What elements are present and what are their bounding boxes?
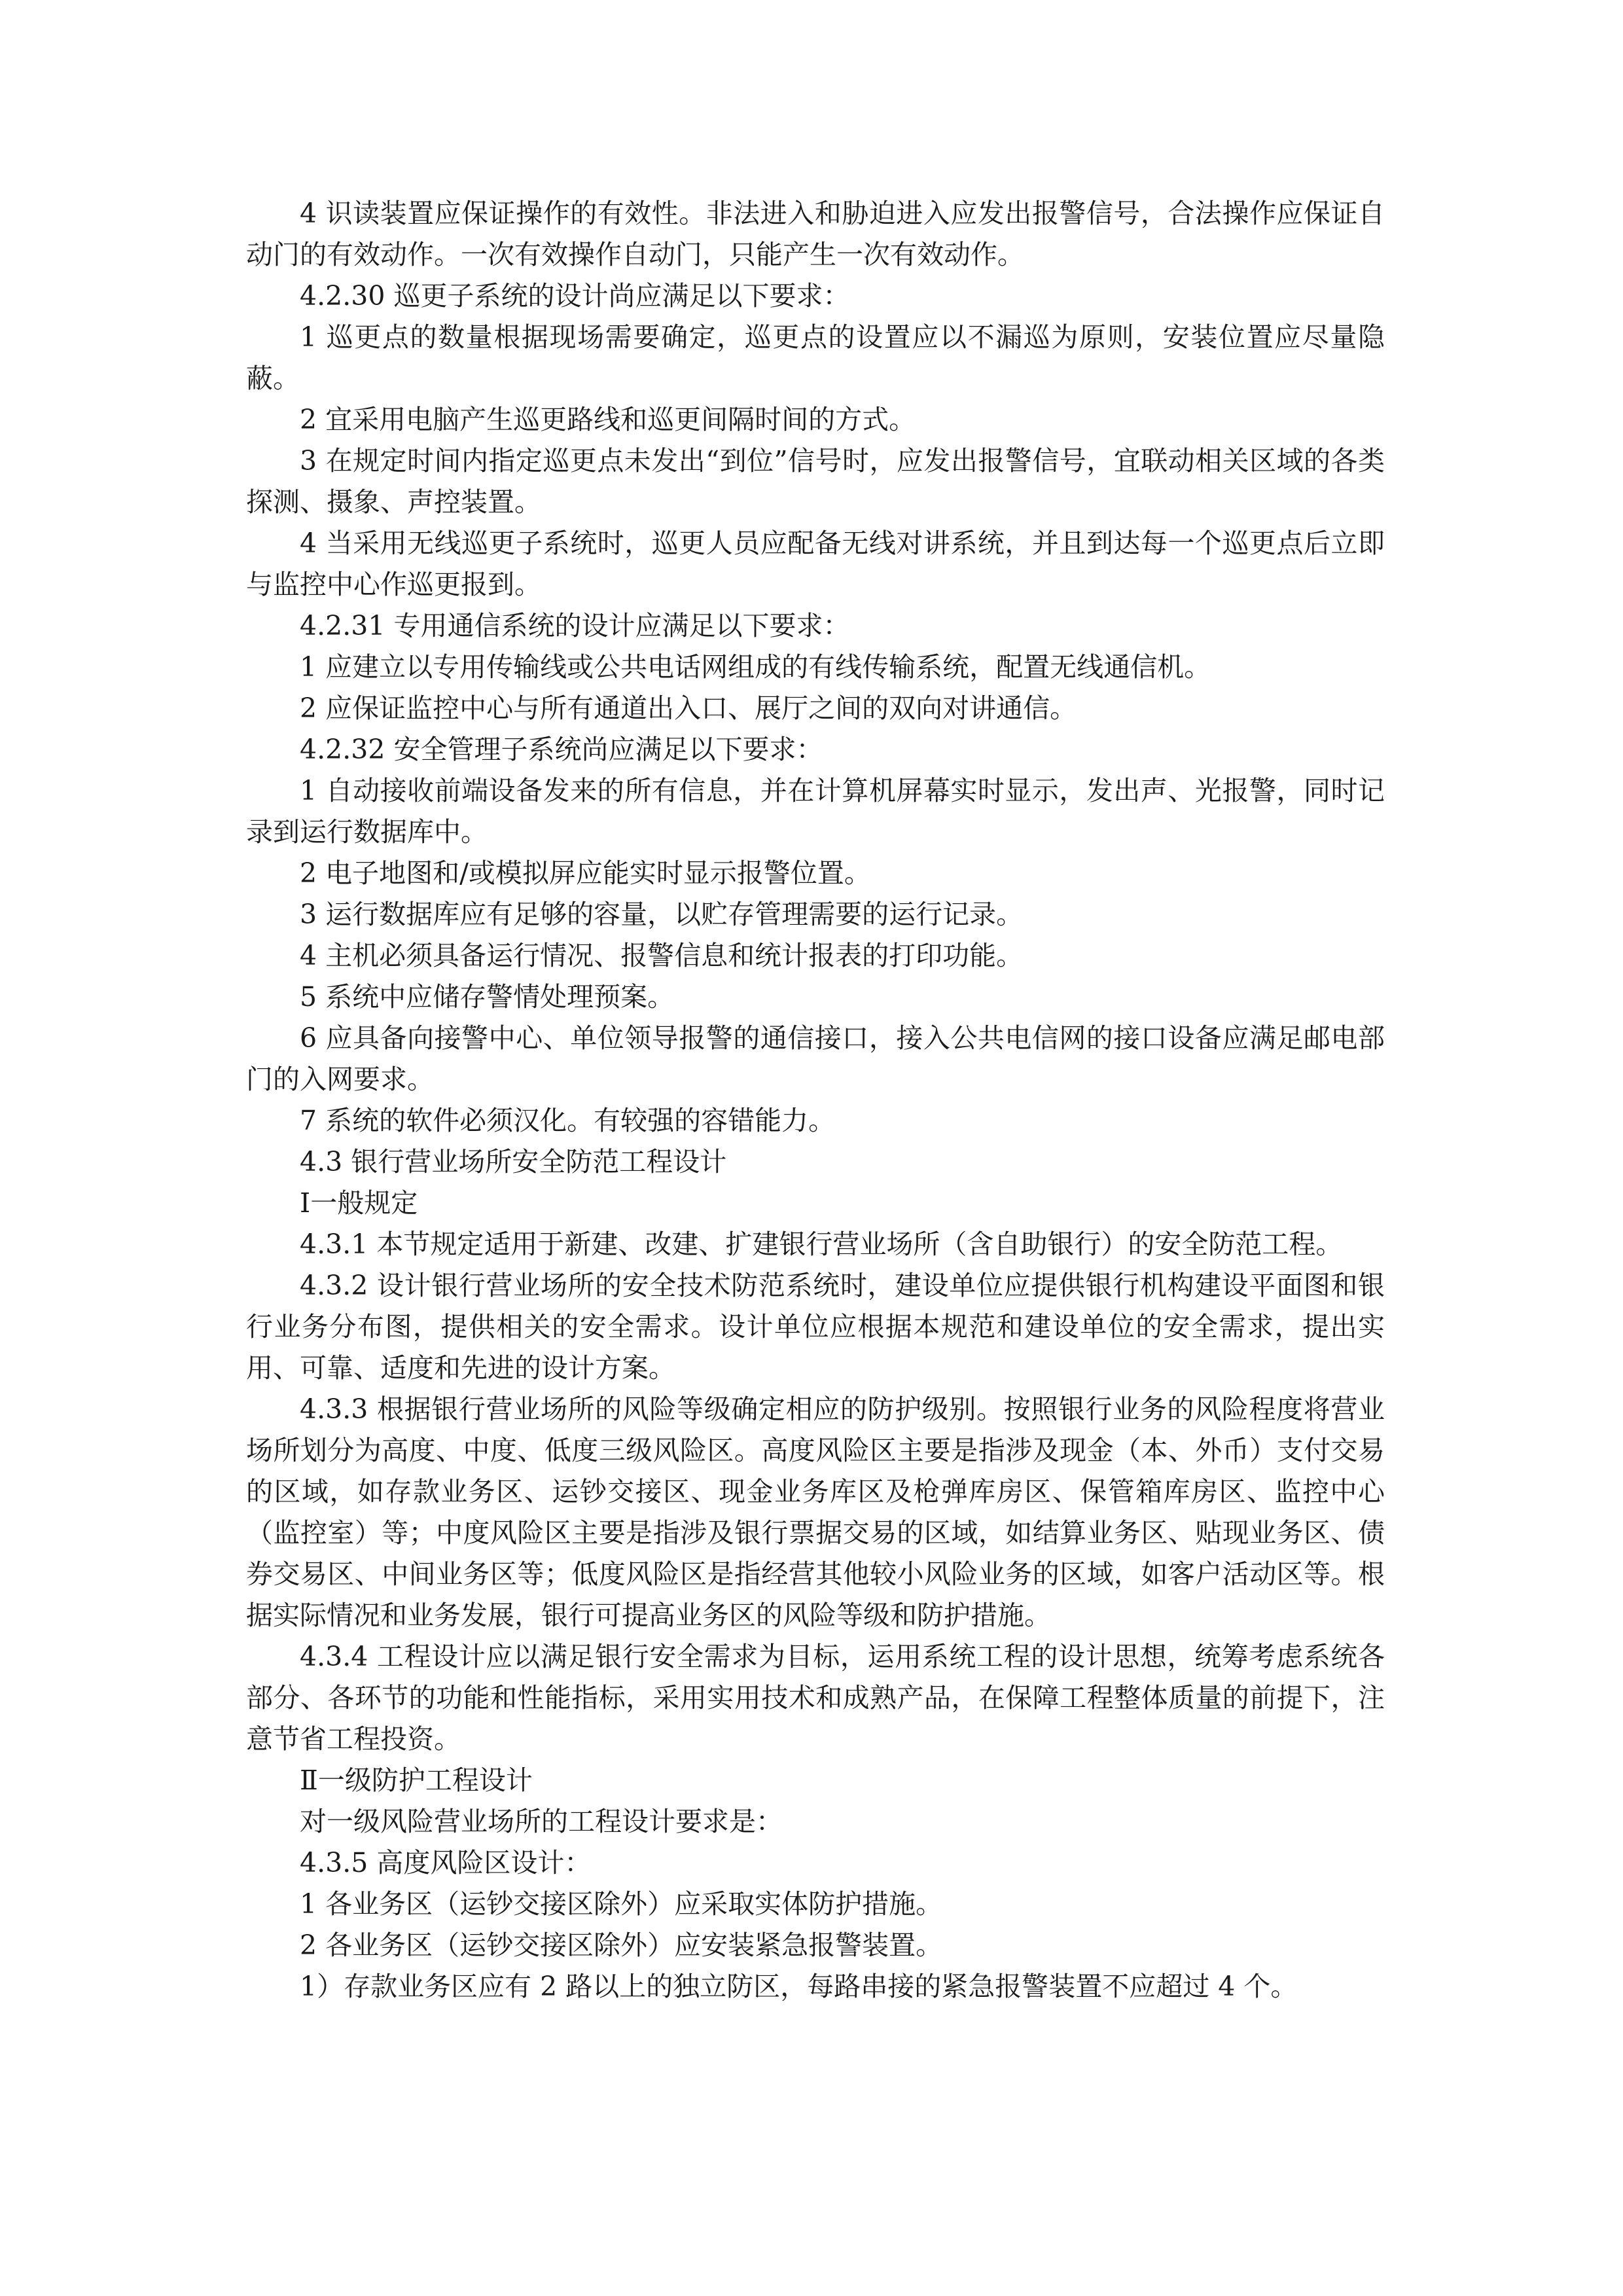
paragraph: 3 运行数据库应有足够的容量，以贮存管理需要的运行记录。 (300, 899, 1024, 930)
subsection-heading: Ⅰ一般规定 (300, 1187, 418, 1219)
paragraph: 1 巡更点的数量根据现场需要确定，巡更点的设置应以不漏巡为原则，安装位置应尽量隐蔽。 (246, 321, 1385, 394)
paragraph: 2 各业务区（运钞交接区除外）应安装紧急报警装置。 (300, 1929, 943, 1961)
subsection-heading: Ⅱ一级防护工程设计 (300, 1765, 533, 1796)
paragraph: 4.3.5 高度风险区设计： (300, 1847, 592, 1878)
paragraph: 4.3.1 本节规定适用于新建、改建、扩建银行营业场所（含自助银行）的安全防范工程。 (300, 1229, 1343, 1260)
paragraph: 4.3.2 设计银行营业场所的安全技术防范系统时，建设单位应提供银行机构建设平面图和银行业务分布图，提供相关的安全需求。设计单位应根据本规范和建设单位的安全需求，提出实用、可靠、适度和先进的设计方案。 (246, 1270, 1385, 1384)
paragraph: 对一级风险营业场所的工程设计要求是： (300, 1806, 783, 1837)
paragraph: 4.2.30 巡更子系统的设计尚应满足以下要求： (300, 280, 850, 312)
paragraph: 6 应具备向接警中心、单位领导报警的通信接口，接入公共电信网的接口设备应满足邮电部门的入网要求。 (246, 1022, 1385, 1095)
paragraph: 4.3.4 工程设计应以满足银行安全需求为目标，运用系统工程的设计思想，统筹考虑系统各部分、各环节的功能和性能指标，采用实用技术和成熟产品，在保障工程整体质量的前提下，注意节省工程投资。 (246, 1641, 1385, 1755)
paragraph: 1 应建立以专用传输线或公共电话网组成的有线传输系统，配置无线通信机。 (300, 651, 1211, 683)
paragraph: 1 各业务区（运钞交接区除外）应采取实体防护措施。 (300, 1888, 943, 1920)
paragraph: 2 电子地图和/或模拟屏应能实时显示报警位置。 (300, 857, 871, 889)
paragraph: 4 识读装置应保证操作的有效性。非法进入和胁迫进入应发出报警信号，合法操作应保证自动门的有效动作。一次有效操作自动门，只能产生一次有效动作。 (246, 198, 1385, 270)
document-body (246, 193, 1385, 2007)
paragraph: 3 在规定时间内指定巡更点未发出“到位”信号时，应发出报警信号，宜联动相关区域的各类探测、摄象、声控装置。 (246, 445, 1385, 518)
paragraph: 1）存款业务区应有 2 路以上的独立防区，每路串接的紧急报警装置不应超过 4 个。 (300, 1971, 1298, 2002)
paragraph: 4 主机必须具备运行情况、报警信息和统计报表的打印功能。 (300, 940, 1024, 971)
paragraph: 4.3.3 根据银行营业场所的风险等级确定相应的防护级别。按照银行业务的风险程度将营业场所划分为高度、中度、低度三级风险区。高度风险区主要是指涉及现金（本、外币）支付交易的区域，如存款业务区、运钞交接区、现金业务库区及枪弹库房区、保管箱库房区、监控中心（监控室）等；中度风险区主要是指涉及银行票据交易的区域，如结算业务区、贴现业务区、债券交易区、中间业务区等；低度风险区是指经营其他较小风险业务的区域，如客户活动区等。根据实际情况和业务发展，银行可提高业务区的风险等级和防护措施。 (246, 1393, 1385, 1631)
paragraph: 1 自动接收前端设备发来的所有信息，并在计算机屏幕实时显示，发出声、光报警，同时记录到运行数据库中。 (246, 775, 1385, 848)
section-heading: 4.3 银行营业场所安全防范工程设计 (300, 1146, 727, 1177)
paragraph: 2 应保证监控中心与所有通道出入口、展厅之间的双向对讲通信。 (300, 692, 1077, 724)
paragraph: 5 系统中应储存警情处理预案。 (300, 981, 675, 1013)
paragraph: 2 宜采用电脑产生巡更路线和巡更间隔时间的方式。 (300, 404, 916, 435)
paragraph: 4.2.31 专用通信系统的设计应满足以下要求： (300, 610, 850, 641)
paragraph: 7 系统的软件必须汉化。有较强的容错能力。 (300, 1105, 836, 1136)
paragraph: 4 当采用无线巡更子系统时，巡更人员应配备无线对讲系统，并且到达每一个巡更点后立即与监控中心作巡更报到。 (246, 528, 1385, 600)
paragraph: 4.2.32 安全管理子系统尚应满足以下要求： (300, 734, 823, 765)
